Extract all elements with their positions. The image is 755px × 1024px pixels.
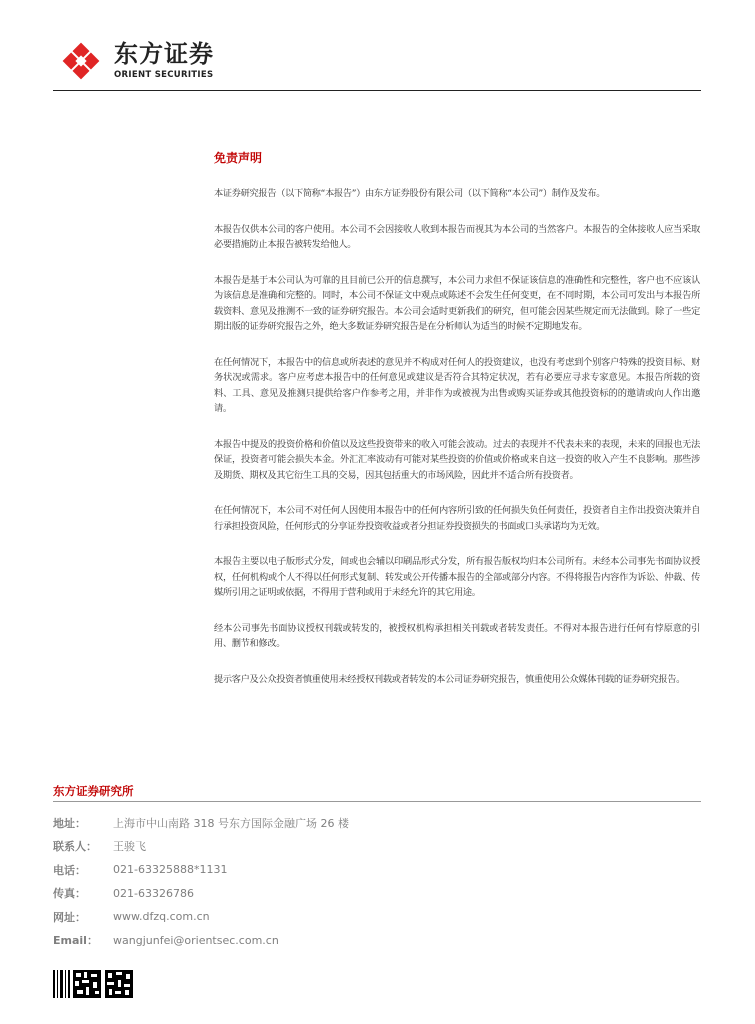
page-header xyxy=(0,0,755,92)
brand-name-en: ORIENT SECURITIES xyxy=(114,70,214,80)
website-link[interactable]: www.dfzq.com.cn xyxy=(113,910,210,924)
disclaimer-paragraph: 提示客户及公众投资者慎重使用未经授权刊载或者转发的本公司证券研究报告，慎重使用公众媒体刊载的证券研究报告。 xyxy=(214,673,686,685)
address-value: 上海市中山南路 318 号东方国际金融广场 26 楼 xyxy=(113,816,349,830)
contact-row-email xyxy=(53,929,653,953)
disclaimer-title: 免责声明 xyxy=(214,151,263,165)
contact-block xyxy=(53,811,653,952)
fax-value: 021-63326786 xyxy=(113,886,194,900)
disclaimer-paragraph: 在任何情况下，本报告中的信息或所表述的意见并不构成对任何人的投资建议，也没有考虑到个别客户特殊的投资目标、财务状况或需求。客户应考虑本报告中的任何意见或建议是否符合其特定状况，若有必要应寻求专家意见。本报告所载的资料、工具、意见及推测只提供给客户作参考之用，并非作为或被视为出售或购买证券或其他投资标的的邀请或向人作出邀请。 xyxy=(214,356,700,414)
contact-label: 传真： xyxy=(53,887,86,901)
footer-divider xyxy=(53,801,701,802)
orient-securities-logo-icon xyxy=(60,40,102,82)
contact-row-phone xyxy=(53,858,653,882)
institute-name: 东方证券研究所 xyxy=(53,784,134,798)
disclaimer-paragraph: 本报告主要以电子版形式分发，间或也会辅以印刷品形式分发，所有报告版权均归本公司所有。未经本公司事先书面协议授权，任何机构或个人不得以任何形式复制、转发或公开传播本报告的全部或部分内容。不得将报告内容作为诉讼、仲裁、传媒所引用之证明或依据，不得用于营利或用于未经允许的其它用途。 xyxy=(214,556,700,598)
disclaimer-section xyxy=(214,150,700,707)
contact-label: Email： xyxy=(53,934,98,948)
contact-row-fax xyxy=(53,882,653,906)
disclaimer-paragraph: 本证券研究报告（以下简称“本报告”）由东方证券股份有限公司（以下简称“本公司”）制作及发布。 xyxy=(214,188,606,199)
contact-person-value: 王骏飞 xyxy=(113,840,146,854)
contact-row-address xyxy=(53,811,653,835)
disclaimer-paragraph: 本报告仅供本公司的客户使用。本公司不会因接收人收到本报告而视其为本公司的当然客户。本报告的全体接收人应当采取必要措施防止本报告被转发给他人。 xyxy=(214,223,700,250)
contact-row-person xyxy=(53,835,653,859)
header-divider xyxy=(53,90,701,91)
disclaimer-paragraph: 经本公司事先书面协议授权刊载或转发的，被授权机构承担相关刊载或者转发责任。不得对本报告进行任何有悖原意的引用、删节和修改。 xyxy=(214,622,700,649)
email-link[interactable]: wangjunfei@orientsec.com.cn xyxy=(113,933,279,947)
contact-label: 联系人： xyxy=(53,840,97,854)
disclaimer-paragraph: 在任何情况下，本公司不对任何人因使用本报告中的任何内容所引致的任何损失负任何责任，投资者自主作出投资决策并自行承担投资风险，任何形式的分享证券投资收益或者分担证券投资损失的书面或口头承诺均为无效。 xyxy=(214,505,700,532)
disclaimer-paragraph: 本报告是基于本公司认为可靠的且目前已公开的信息撰写，本公司力求但不保证该信息的准确性和完整性，客户也不应该认为该信息是准确和完整的。同时，本公司不保证文中观点或陈述不会发生任何变更，在不同时期，本公司可发出与本报告所载资料、意见及推测不一致的证券研究报告。本公司会适时更新我们的研究，但可能会因某些规定而无法做到。除了一些定期出版的证券研究报告之外，绝大多数证券研究报告是在分析师认为适当的时候不定期地发布。 xyxy=(214,274,700,332)
brand-name-cn: 东方证券 xyxy=(114,40,214,68)
phone-value: 021-63325888*1131 xyxy=(113,863,228,877)
disclaimer-paragraph: 本报告中提及的投资价格和价值以及这些投资带来的收入可能会波动。过去的表现并不代表未来的表现，未来的回报也无法保证，投资者可能会损失本金。外汇汇率波动有可能对某些投资的价值或价格或来自这一投资的收入产生不良影响。那些涉及期货、期权及其它衍生工具的交易，因其包括重大的市场风险，因此并不适合所有投资者。 xyxy=(214,438,700,481)
contact-label: 地址： xyxy=(53,816,86,830)
qr-code-icon xyxy=(53,970,137,998)
contact-label: 网址： xyxy=(53,910,86,924)
contact-row-website xyxy=(53,905,653,929)
contact-label: 电话： xyxy=(53,863,86,877)
